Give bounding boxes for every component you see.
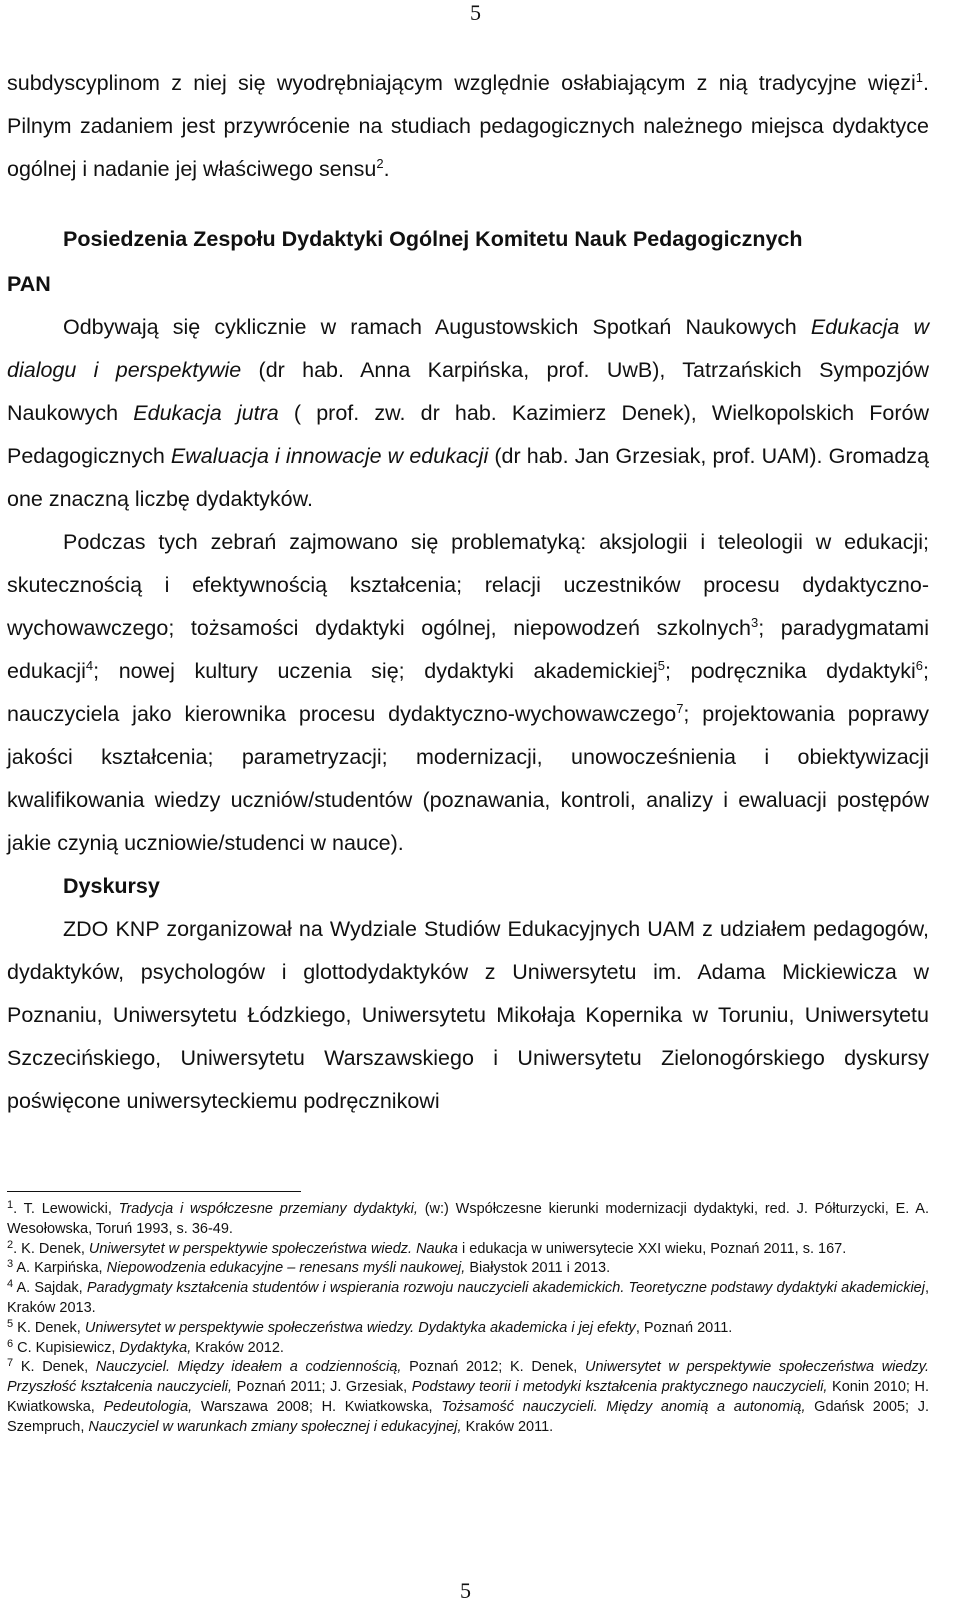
footnote-ref[interactable]: 2 [376,156,384,171]
footnote-ref[interactable]: 7 [676,701,684,716]
footnote-3: $^3$ A. Karpińska, Niepowodzenia edukacyjne – renesans myśli naukowej, Białystok 2011 i 2013. [7,1258,611,1277]
section-heading-dyskursy: Dyskursy [63,874,160,898]
paragraph-meetings: Odbywają się cyklicznie w ramach Augustowskich Spotkań Naukowych Edukacja w dialogu i perspektywie (dr hab. Anna Karpińska, prof. UwB), Tatrzańskich Sympozjów Naukowych Edukacja jutra ( prof. zw. dr hab. Kazimierz Denek), Wielkopolskich Forów Pedagogicznych Ewaluacja i innowacje w edukacji (dr hab. Jan Grzesiak, prof. UAM). Gromadzą one znaczną liczbę dydaktyków. [7,315,929,511]
footnotes [7,1200,929,1438]
footnote-ref[interactable]: 6 [915,658,924,673]
footnote-5: $^5$ K. Denek, Uniwersytet w perspektywie społeczeństwa wiedzy. Dydaktyka akademicka i jej efekty, Poznań 2011. [7,1317,733,1336]
main-text [7,62,929,1123]
footnote-separator [7,1191,301,1192]
footnote-ref[interactable]: 4 [85,658,94,673]
footnote-6: $^6$ C. Kupisiewicz, Dydaktyka, Kraków 2012. [7,1337,284,1356]
footnote-ref[interactable]: 5 [657,658,666,673]
page-number-top: 5 [470,0,481,25]
footnote-7: $^7$ K. Denek, Nauczyciel. Między ideałem a codziennością, Poznań 2012; K. Denek, Uniwersytet w perspektywie społeczeństwa wiedzy. Przyszłość kształcenia nauczycieli, Poznań 2011; J. Grzesiak, Podstawy teorii i metodyki kształcenia praktycznego nauczycieli, Konin 2010; H. Kwiatkowska, Pedeutologia, Warszawa 2008; H. Kwiatkowska, Tożsamość nauczycieli. Między anomią a autonomią, Gdańsk 2005; J. Szempruch, Nauczyciel w warunkach zmiany społecznej i edukacyjnej, Kraków 2011. [7,1357,930,1435]
paragraph-discourses: ZDO KNP zorganizował na Wydziale Studiów Edukacyjnych UAM z udziałem pedagogów, dydaktyków, psychologów i glottodydaktyków z Uniwersytetu im. Adama Mickiewicza w Poznaniu, Uniwersytetu Łódzkiego, Uniwersytetu Mikołaja Kopernika w Toruniu, Uniwersytetu Szczecińskiego, Uniwersytetu Warszawskiego i Uniwersytetu Zielonogórskiego dyskursy poświęcone uniwersyteckiemu podręcznikowi [7,917,929,1113]
page-number-bottom: 5 [460,1578,471,1603]
footnote-ref[interactable]: 3 [750,615,759,630]
footnote-ref[interactable]: 1 [915,70,924,85]
footnote-4: $^4$ A. Sajdak, Paradygmaty kształcenia studentów i wspierania rozwoju nauczycieli akademickich. Teoretyczne podstawy dydaktyki akademickiej, Kraków 2013. [7,1278,929,1316]
section-heading-posiedzenia: Posiedzenia Zespołu Dydaktyki Ogólnej Komitetu Nauk Pedagogicznych PAN [7,227,803,296]
paragraph-intro: subdyscyplinom z niej się wyodrębniającym względnie osłabiającym z nią tradycyjne więzi$^1$. Pilnym zadaniem jest przywrócenie na studiach pedagogicznych należnego miejsca dydaktyce ogólnej i nadanie jej właściwego sensu$^2$. [7,70,929,181]
paragraph-topics: Podczas tych zebrań zajmowano się problematyką: aksjologii i teleologii w edukacji; skutecznością i efektywnością kształcenia; relacji uczestników procesu dydaktyczno-wychowawczego; tożsamości dydaktyki ogólnej, niepowodzeń szkolnych$^3$; paradygmatami edukacji$^4$; nowej kultury uczenia się; dydaktyki akademickiej$^5$; podręcznika dydaktyki$^6$; nauczyciela jako kierownika procesu dydaktyczno-wychowawczego$^7$; projektowania poprawy jakości kształcenia; parametryzacji; modernizacji, unowocześnienia i obiektywizacji kwalifikowania wiedzy uczniów/studentów (poznawania, kontroli, analizy i ewaluacji postępów jakie czynią uczniowie/studenci w nauce). [7,530,929,855]
footnote-1: $^1$. T. Lewowicki, Tradycja i współczesne przemiany dydaktyki, (w:) Współczesne kierunki modernizacji dydaktyki, red. J. Półturzycki, E. A. Wesołowska, Toruń 1993, s. 36-49. [7,1199,929,1237]
footnote-2: $^2$. K. Denek, Uniwersytet w perspektywie społeczeństwa wiedz. Nauka i edukacja w uniwersytecie XXI wieku, Poznań 2011, s. 167. [7,1238,847,1257]
